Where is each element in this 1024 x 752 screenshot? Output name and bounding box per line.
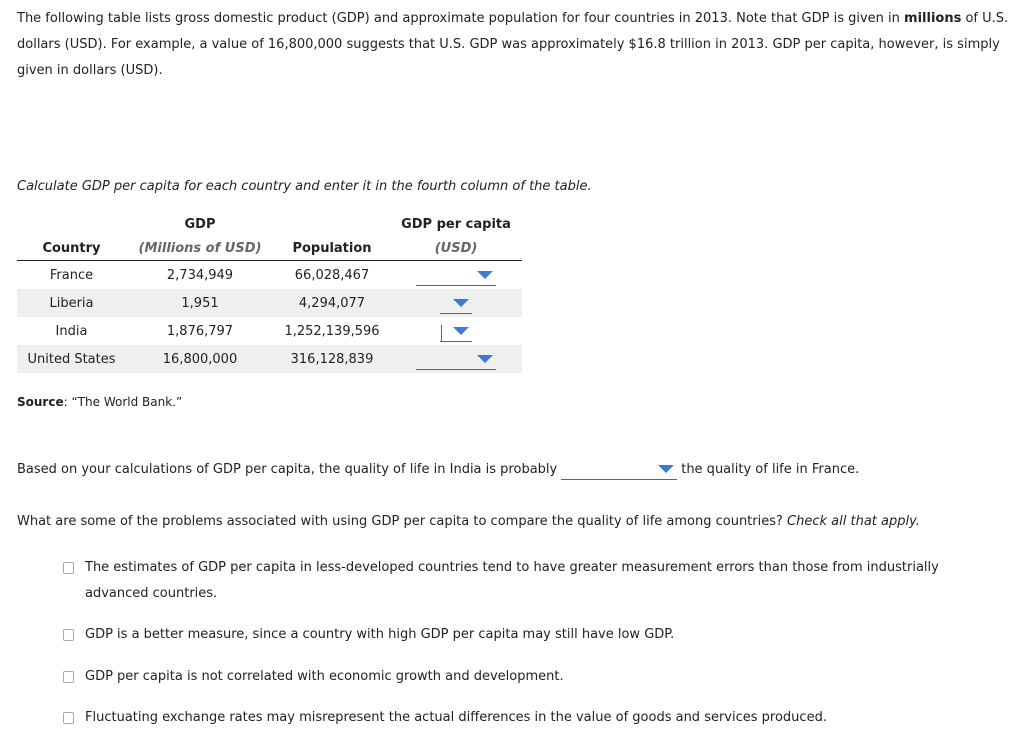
gdp-cell: 1,951	[126, 289, 274, 317]
gdp-cell: 2,734,949	[166, 267, 234, 283]
checkbox[interactable]	[63, 562, 74, 574]
intro-bold: millions	[904, 11, 962, 26]
population-cell: 4,294,077	[274, 289, 390, 317]
source-label: Source	[17, 395, 64, 409]
table-row	[17, 261, 522, 290]
population-cell: 316,128,839	[274, 345, 390, 373]
country-cell: Liberia	[17, 289, 126, 317]
intro-text-2: of U.S. dollars (USD). For example, a value of 16,800,000 suggests that U.S. GDP was approximately $16.8 trillion in 2013. GDP per capita, however, is simply given in dollars (USD).	[17, 11, 1009, 78]
gdp-cell: 1,876,797	[166, 323, 234, 339]
gdppc-cell	[390, 317, 522, 345]
gdppc-cell	[390, 289, 522, 317]
header-gdppc-sub: (USD)	[390, 236, 522, 261]
gdppc-dropdown-liberia[interactable]	[440, 293, 472, 314]
checkbox[interactable]	[63, 629, 74, 641]
comparison-before: Based on your calculations of GDP per capita, the quality of life in India is probably	[17, 462, 558, 477]
table-row	[17, 289, 522, 317]
instruction-text: Calculate GDP per capita for each country and enter it in the fourth column of the table.	[17, 179, 592, 194]
option-measurement-errors[interactable]	[63, 555, 963, 607]
option-label: GDP is a better measure, since a country with high GDP per capita may still have low GDP.	[85, 627, 675, 642]
question-body: What are some of the problems associated with using GDP per capita to compare the quality of life among countries?	[17, 514, 788, 529]
gdppc-dropdown-united-states[interactable]	[416, 349, 496, 370]
checkbox[interactable]	[63, 712, 74, 724]
option-gdp-better-measure[interactable]	[63, 622, 963, 648]
header-population: Population	[274, 236, 390, 261]
country-cell: France	[49, 267, 94, 283]
source-text: : “The World Bank.”	[63, 395, 183, 409]
chevron-down-icon	[658, 465, 674, 473]
chevron-down-icon	[477, 355, 493, 363]
gdp-cell: 16,800,000	[126, 345, 274, 373]
population-cell: 1,252,139,596	[284, 323, 380, 339]
header-row-bottom	[17, 236, 522, 261]
option-exchange-rates[interactable]	[63, 705, 963, 731]
header-gdp-sub: (Millions of USD)	[126, 236, 274, 261]
source-note	[17, 395, 182, 409]
comparison-after: the quality of life in France.	[681, 462, 860, 477]
table-row	[17, 345, 522, 373]
intro-paragraph	[17, 6, 1017, 84]
chevron-down-icon	[477, 271, 493, 279]
header-country-top	[17, 212, 126, 236]
population-cell: 66,028,467	[294, 267, 370, 283]
option-label: The estimates of GDP per capita in less-developed countries tend to have greater measurement errors than those from industrially advanced countries.	[85, 560, 939, 601]
option-not-correlated[interactable]	[63, 664, 963, 690]
option-label: Fluctuating exchange rates may misrepresent the actual differences in the value of goods and services produced.	[85, 710, 827, 725]
header-gdp-top: GDP	[184, 216, 216, 232]
question-hint: Check all that apply.	[787, 514, 920, 529]
question-text	[17, 512, 920, 532]
header-country: Country	[17, 236, 126, 261]
divider	[441, 325, 442, 341]
option-label: GDP per capita is not correlated with economic growth and development.	[85, 669, 564, 684]
table-row	[17, 317, 522, 345]
gdppc-cell	[390, 345, 522, 373]
gdppc-dropdown-india[interactable]	[440, 321, 472, 342]
gdp-table	[17, 212, 522, 373]
chevron-down-icon	[453, 299, 469, 307]
header-row-top	[17, 212, 522, 236]
comparison-sentence	[17, 459, 859, 480]
intro-text-1: The following table lists gross domestic product (GDP) and approximate population for four countries in 2013. Note that GDP is given in	[17, 11, 905, 26]
gdppc-dropdown-france[interactable]	[416, 265, 496, 286]
header-gdppc-top: GDP per capita	[401, 216, 511, 232]
gdppc-cell	[390, 261, 522, 290]
checkbox[interactable]	[63, 671, 74, 683]
country-cell: United States	[17, 345, 126, 373]
quality-comparison-dropdown[interactable]	[561, 459, 677, 480]
header-population-top	[274, 212, 390, 236]
country-cell: India	[55, 323, 88, 339]
chevron-down-icon	[453, 327, 469, 335]
